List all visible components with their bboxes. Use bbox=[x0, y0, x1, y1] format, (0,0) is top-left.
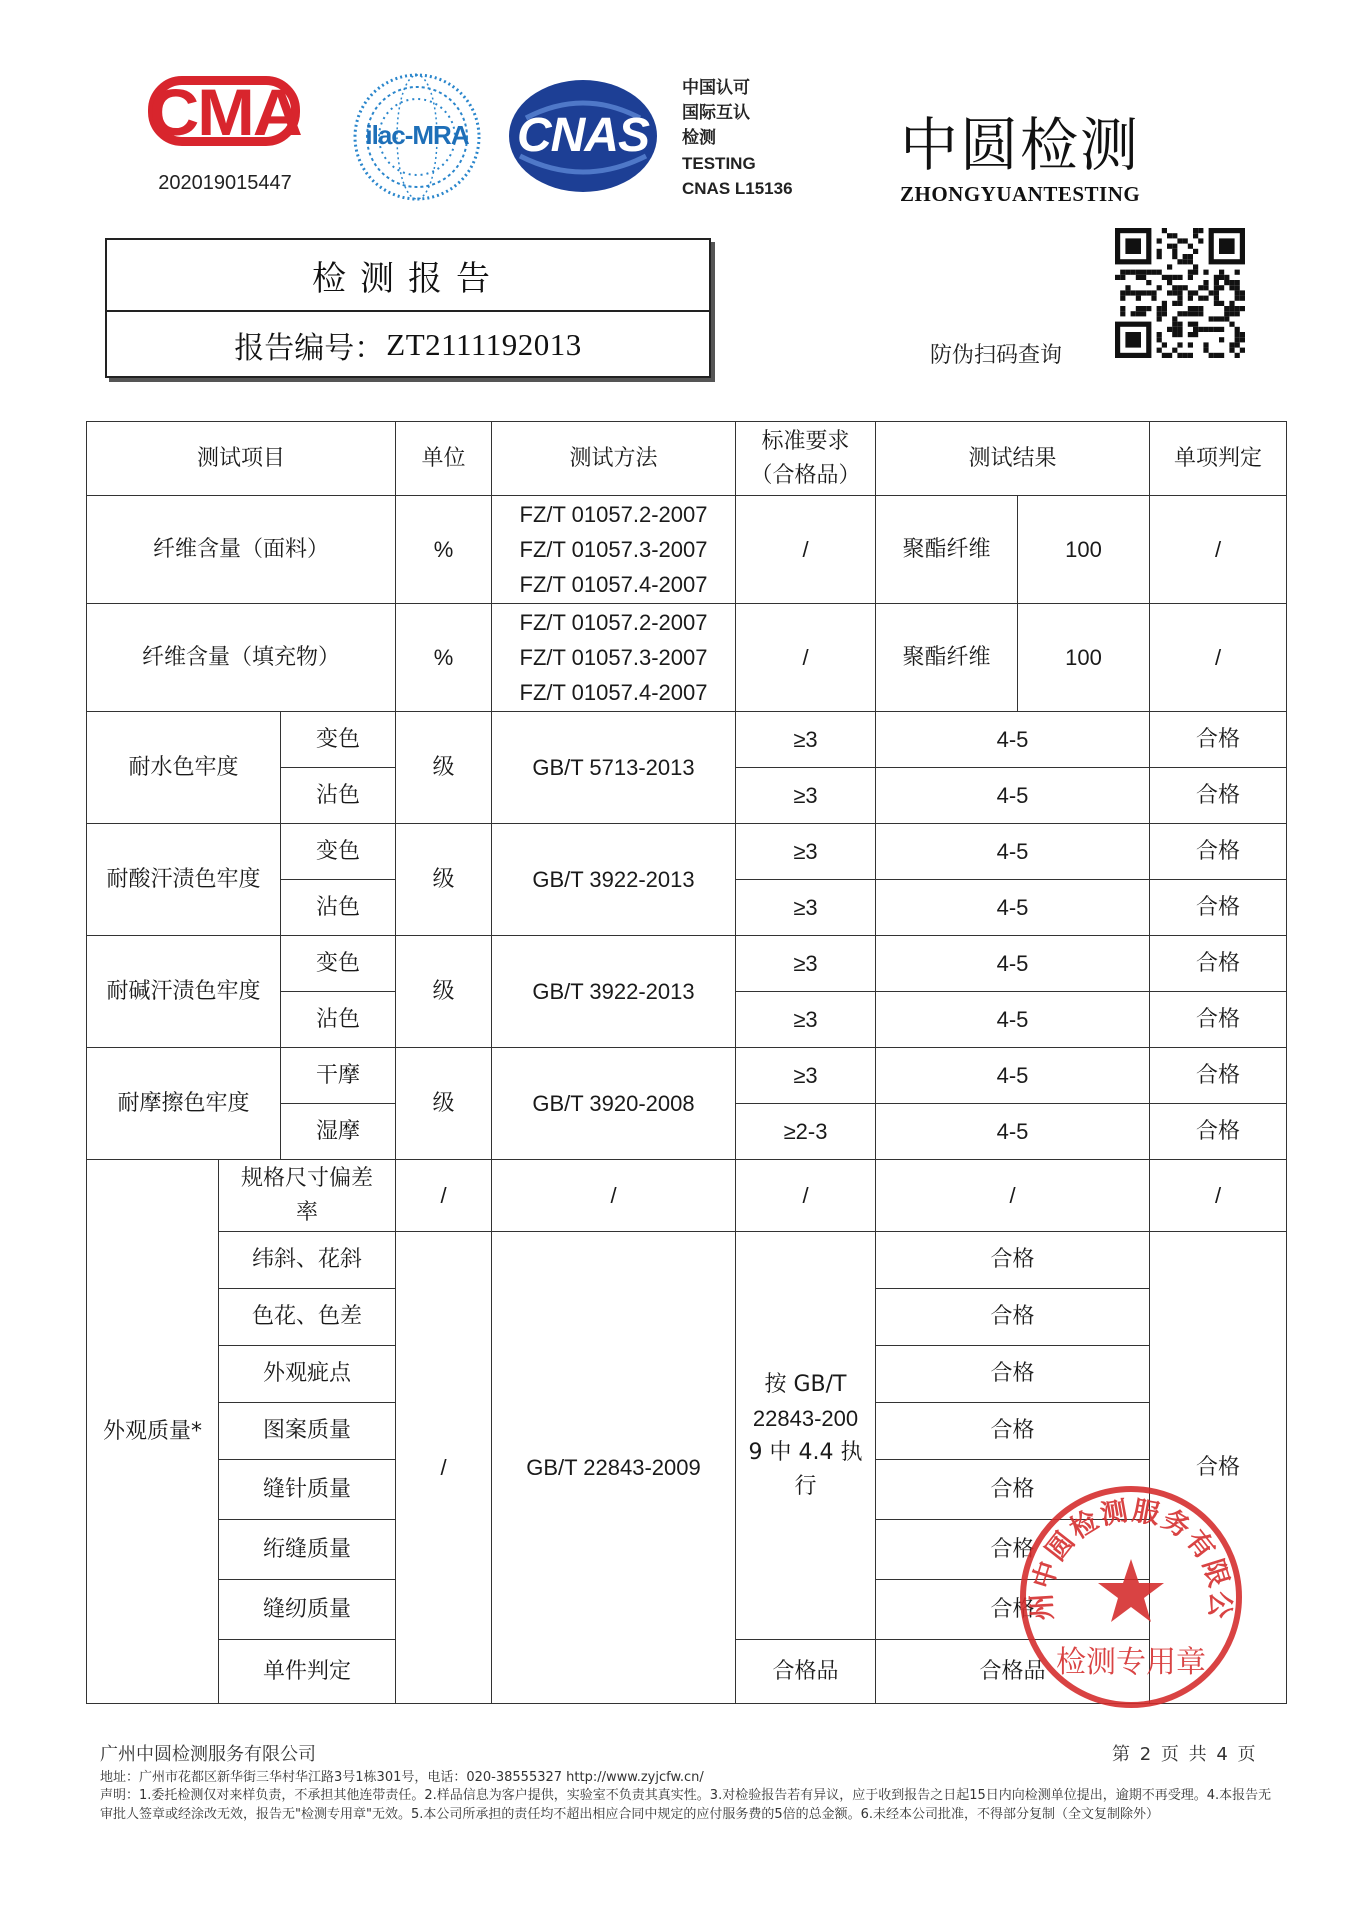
accreditation-line: 检测 bbox=[682, 128, 716, 148]
cma-logo-text: CMA bbox=[149, 75, 301, 149]
size-sub-line: 规格尺寸偏差 bbox=[240, 1165, 373, 1191]
fastness-sub: 沾色 bbox=[281, 880, 396, 936]
appearance-final-standard: 合格品 bbox=[736, 1640, 876, 1704]
size-verdict: / bbox=[1150, 1160, 1287, 1232]
standard-line: 按 GB/T bbox=[764, 1371, 847, 1397]
qr-code-icon[interactable] bbox=[1115, 228, 1245, 358]
fastness-result: 4-5 bbox=[876, 1048, 1150, 1104]
seal-graphic bbox=[1016, 1482, 1246, 1712]
fastness-item: 耐水色牢度 bbox=[87, 712, 281, 824]
fastness-verdict: 合格 bbox=[1150, 992, 1287, 1048]
cnas-logo bbox=[506, 78, 660, 198]
cnas-logo-text: CNAS bbox=[516, 109, 649, 162]
appearance-verdict: 合格 bbox=[1150, 1232, 1287, 1704]
appearance-final-sub: 单件判定 bbox=[219, 1640, 396, 1704]
size-sub-line: 率 bbox=[295, 1199, 318, 1225]
method-line: FZ/T 01057.2-2007 bbox=[519, 610, 708, 635]
footer-statement: 声明：1.委托检测仅对来样负责，不承担其他连带责任。2.样品信息为客户提供，实验室不负责其真实性。3.对检验报告若有异议，应于收到报告之日起15日内向检测单位提出，逾期不再受理。4.本报告无审批人签章或经涂改无效，报告无"检测专用章"无效。5.本公司所承担的责任均不超出相应合同中规定的应付服务费的5倍的总金额。6.未经本公司批准，不得部分复制（全文复制除外） bbox=[100, 1788, 1272, 1822]
table-header-row bbox=[87, 422, 1287, 496]
fastness-result: 4-5 bbox=[876, 880, 1150, 936]
fiber-item: 纤维含量（填充物） bbox=[87, 604, 396, 712]
fastness-unit: 级 bbox=[396, 824, 492, 936]
accreditation-line: TESTING bbox=[682, 154, 756, 173]
brand-name-en: ZHONGYUANTESTING bbox=[900, 182, 1141, 206]
fastness-standard: ≥3 bbox=[736, 712, 876, 768]
fastness-standard: ≥3 bbox=[736, 880, 876, 936]
fastness-verdict: 合格 bbox=[1150, 712, 1287, 768]
fastness-item: 耐酸汗渍色牢度 bbox=[87, 824, 281, 936]
fastness-item: 耐摩擦色牢度 bbox=[87, 1048, 281, 1160]
report-heading: 检测报告 bbox=[107, 240, 709, 312]
header-unit: 单位 bbox=[396, 422, 492, 496]
report-title-box bbox=[105, 238, 711, 378]
fastness-method: GB/T 3922-2013 bbox=[492, 824, 736, 936]
header-standard bbox=[736, 422, 876, 496]
fastness-unit: 级 bbox=[396, 936, 492, 1048]
appearance-sub: 绗缝质量 bbox=[219, 1520, 396, 1580]
fastness-method: GB/T 5713-2013 bbox=[492, 712, 736, 824]
fastness-verdict: 合格 bbox=[1150, 768, 1287, 824]
appearance-sub: 缝纫质量 bbox=[219, 1580, 396, 1640]
fastness-standard: ≥3 bbox=[736, 1048, 876, 1104]
table-row bbox=[87, 1160, 1287, 1232]
appearance-standard bbox=[736, 1232, 876, 1640]
size-result: / bbox=[876, 1160, 1150, 1232]
standard-line: 行 bbox=[794, 1473, 817, 1499]
brand-logo bbox=[900, 110, 1160, 207]
method-line: FZ/T 01057.4-2007 bbox=[519, 572, 708, 597]
method-line: FZ/T 01057.3-2007 bbox=[519, 537, 708, 562]
footer-address: 地址：广州市花都区新华街三华村华江路3号1栋301号，电话：020-38555327 http://www.zyjcfw.cn/ bbox=[100, 1770, 704, 1785]
size-method: / bbox=[492, 1160, 736, 1232]
header-verdict: 单项判定 bbox=[1150, 422, 1287, 496]
fastness-result: 4-5 bbox=[876, 824, 1150, 880]
appearance-method: GB/T 22843-2009 bbox=[492, 1232, 736, 1704]
method-line: FZ/T 01057.3-2007 bbox=[519, 645, 708, 670]
fiber-type: 聚酯纤维 bbox=[876, 496, 1018, 604]
ilac-logo-text: ilac-MRA bbox=[365, 120, 469, 150]
appearance-result: 合格 bbox=[876, 1346, 1150, 1403]
fastness-sub: 变色 bbox=[281, 824, 396, 880]
fastness-method: GB/T 3922-2013 bbox=[492, 936, 736, 1048]
fiber-standard: / bbox=[736, 604, 876, 712]
header-item: 测试项目 bbox=[87, 422, 396, 496]
fastness-result: 4-5 bbox=[876, 1104, 1150, 1160]
fastness-method: GB/T 3920-2008 bbox=[492, 1048, 736, 1160]
fastness-standard: ≥3 bbox=[736, 824, 876, 880]
table-row bbox=[87, 824, 1287, 880]
fastness-verdict: 合格 bbox=[1150, 936, 1287, 992]
fastness-unit: 级 bbox=[396, 712, 492, 824]
appearance-sub: 外观疵点 bbox=[219, 1346, 396, 1403]
fastness-sub: 湿摩 bbox=[281, 1104, 396, 1160]
table-row bbox=[87, 1232, 1287, 1289]
appearance-sub: 图案质量 bbox=[219, 1403, 396, 1460]
page-number: 第 2 页 共 4 页 bbox=[1112, 1744, 1258, 1765]
fiber-value: 100 bbox=[1018, 496, 1150, 604]
fiber-unit: % bbox=[396, 496, 492, 604]
appearance-result: 合格 bbox=[876, 1232, 1150, 1289]
fastness-standard: ≥3 bbox=[736, 992, 876, 1048]
fiber-verdict: / bbox=[1150, 496, 1287, 604]
accreditation-line: 中国认可 bbox=[682, 78, 750, 98]
appearance-result: 合格 bbox=[876, 1403, 1150, 1460]
size-unit: / bbox=[396, 1160, 492, 1232]
qr-caption: 防伪扫码查询 bbox=[930, 343, 1063, 368]
fastness-sub: 沾色 bbox=[281, 992, 396, 1048]
ilac-mra-logo bbox=[350, 70, 484, 204]
fastness-sub: 干摩 bbox=[281, 1048, 396, 1104]
fiber-item: 纤维含量（面料） bbox=[87, 496, 396, 604]
accreditation-line: 国际互认 bbox=[682, 103, 750, 123]
accreditation-text bbox=[682, 76, 812, 201]
fastness-standard: ≥3 bbox=[736, 936, 876, 992]
appearance-size-sub bbox=[219, 1160, 396, 1232]
appearance-result: 合格 bbox=[876, 1520, 1150, 1580]
appearance-result: 合格 bbox=[876, 1580, 1150, 1640]
report-number-row bbox=[107, 312, 709, 378]
fiber-unit: % bbox=[396, 604, 492, 712]
star-icon bbox=[1098, 1559, 1164, 1622]
fastness-sub: 沾色 bbox=[281, 768, 396, 824]
appearance-final-result: 合格品 bbox=[876, 1640, 1150, 1704]
header-standard-line1: 标准要求 bbox=[761, 428, 850, 454]
standard-line: 22843-200 bbox=[752, 1405, 859, 1431]
qr-code-graphic bbox=[1115, 228, 1245, 358]
header-method: 测试方法 bbox=[492, 422, 736, 496]
standard-line: 9 中 4.4 执 bbox=[748, 1439, 863, 1465]
fastness-result: 4-5 bbox=[876, 768, 1150, 824]
header-standard-line2: （合格品） bbox=[750, 462, 861, 488]
report-number: ZT2111192013 bbox=[386, 327, 582, 362]
method-line: FZ/T 01057.2-2007 bbox=[519, 502, 708, 527]
fastness-item: 耐碱汗渍色牢度 bbox=[87, 936, 281, 1048]
fastness-result: 4-5 bbox=[876, 712, 1150, 768]
fastness-unit: 级 bbox=[396, 1048, 492, 1160]
fastness-verdict: 合格 bbox=[1150, 1104, 1287, 1160]
fastness-sub: 变色 bbox=[281, 936, 396, 992]
fiber-methods bbox=[492, 604, 736, 712]
fastness-sub: 变色 bbox=[281, 712, 396, 768]
appearance-sub: 缝针质量 bbox=[219, 1460, 396, 1520]
fiber-value: 100 bbox=[1018, 604, 1150, 712]
seal-bottom-text: 检测专用章 bbox=[1056, 1645, 1206, 1680]
header-result: 测试结果 bbox=[876, 422, 1150, 496]
inspection-seal bbox=[1016, 1482, 1246, 1712]
seal-top-text: 州中圆检测服务有限公 bbox=[1026, 1495, 1236, 1622]
appearance-unit: / bbox=[396, 1232, 492, 1704]
fastness-verdict: 合格 bbox=[1150, 1048, 1287, 1104]
fastness-result: 4-5 bbox=[876, 992, 1150, 1048]
footer-company: 广州中圆检测服务有限公司 bbox=[100, 1744, 316, 1765]
fastness-standard: ≥3 bbox=[736, 768, 876, 824]
table-row bbox=[87, 712, 1287, 768]
appearance-sub: 色花、色差 bbox=[219, 1289, 396, 1346]
fastness-verdict: 合格 bbox=[1150, 880, 1287, 936]
size-standard: / bbox=[736, 1160, 876, 1232]
table-row bbox=[87, 936, 1287, 992]
accreditation-line: CNAS L15136 bbox=[682, 179, 793, 198]
fastness-result: 4-5 bbox=[876, 936, 1150, 992]
method-line: FZ/T 01057.4-2007 bbox=[519, 680, 708, 705]
brand-name-cn: 中圆检测 bbox=[900, 111, 1141, 179]
fastness-verdict: 合格 bbox=[1150, 824, 1287, 880]
cma-logo bbox=[140, 68, 310, 198]
table-row bbox=[87, 1048, 1287, 1104]
table-row bbox=[87, 496, 1287, 604]
fiber-methods bbox=[492, 496, 736, 604]
appearance-result: 合格 bbox=[876, 1289, 1150, 1346]
report-number-label: 报告编号： bbox=[234, 331, 385, 366]
appearance-item: 外观质量* bbox=[87, 1160, 219, 1704]
appearance-sub: 纬斜、花斜 bbox=[219, 1232, 396, 1289]
appearance-result: 合格 bbox=[876, 1460, 1150, 1520]
fiber-type: 聚酯纤维 bbox=[876, 604, 1018, 712]
fiber-verdict: / bbox=[1150, 604, 1287, 712]
fiber-standard: / bbox=[736, 496, 876, 604]
cma-number: 202019015447 bbox=[158, 172, 292, 194]
table-row bbox=[87, 604, 1287, 712]
fastness-standard: ≥2-3 bbox=[736, 1104, 876, 1160]
